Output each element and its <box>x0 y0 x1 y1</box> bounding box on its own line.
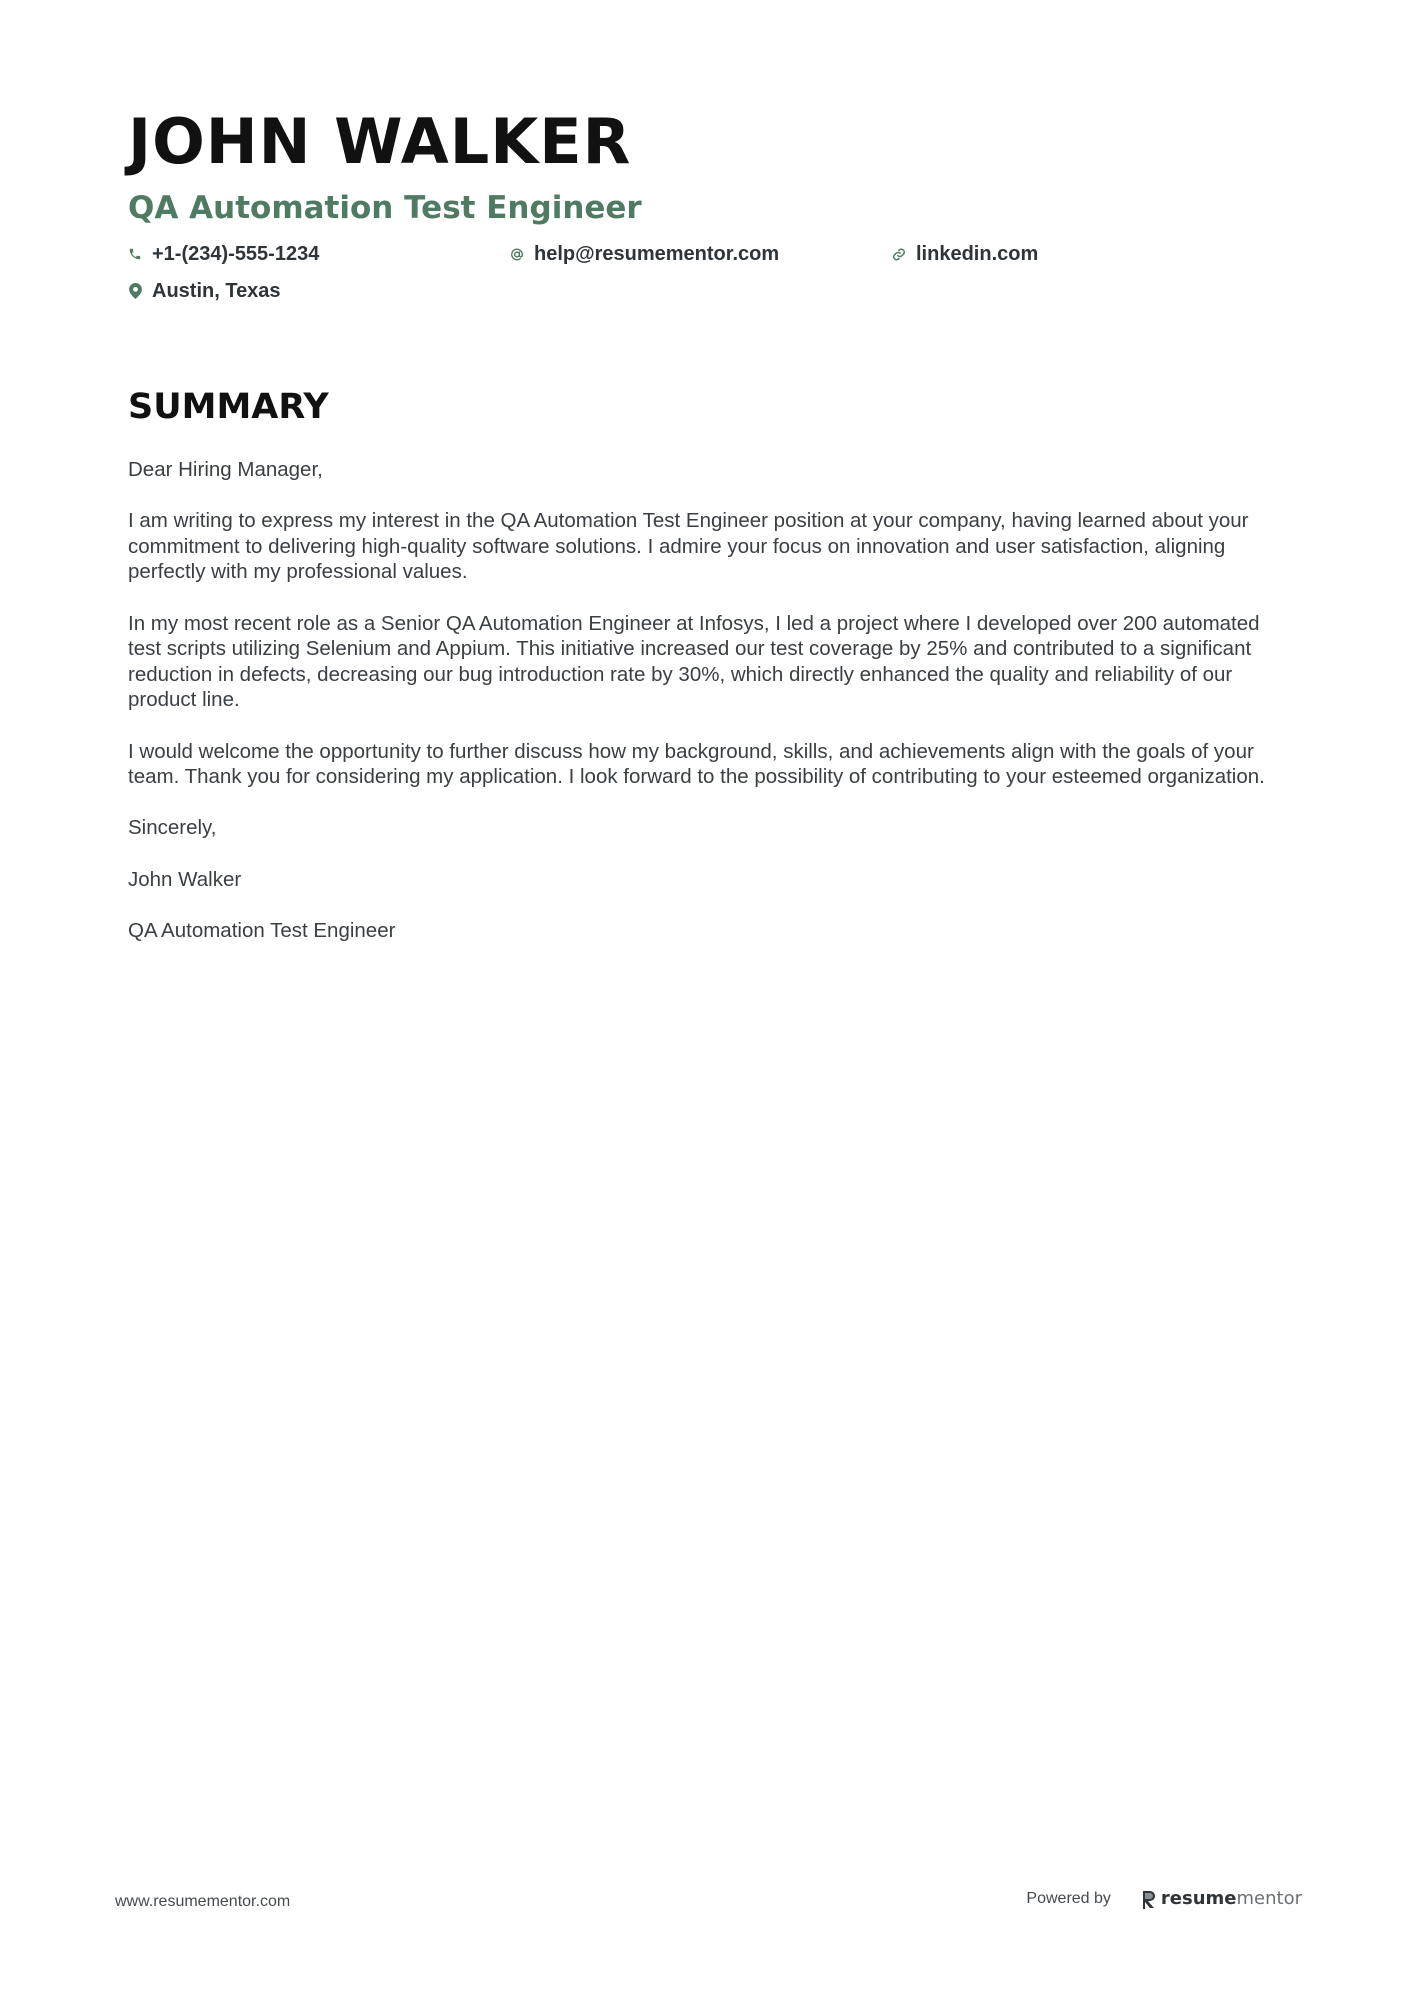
phone-text: +1-(234)-555-1234 <box>152 243 320 265</box>
summary-heading: SUMMARY <box>128 387 329 427</box>
paragraph: I am writing to express my interest in the QA Automation Test Engineer position at your company, having learned about your commitment to delivering high-quality software solutions. I admire your focus on innovation and user satisfaction, aligning perfectly with my professional values. <box>128 509 1249 584</box>
candidate-name: JOHN WALKER <box>128 105 632 178</box>
signature-name: John Walker <box>128 867 242 891</box>
footer-branding <box>1026 1888 1302 1909</box>
link-text: linkedin.com <box>916 243 1039 265</box>
paragraph: I would welcome the opportunity to further discuss how my background, skills, and achievements align with the goals of your team. Thank you for considering my application. I look forward to the possibility of contributing to your esteemed organization. <box>128 739 1265 789</box>
contact-link <box>892 244 1038 264</box>
brand-name-bold: resume <box>1160 1888 1237 1909</box>
map-pin-icon <box>128 283 142 299</box>
location-text: Austin, Texas <box>152 280 281 302</box>
paragraph: In my most recent role as a Senior QA Automation Engineer at Infosys, I led a project where I developed over 200 automated test scripts utilizing Selenium and Appium. This initiative increased our test coverage by 25% and contributed to a significant reduction in defects, decreasing our bug introduction rate by 30%, which directly enhanced the quality and reliability of our product line. <box>128 611 1260 712</box>
brand-mark-icon <box>1141 1889 1157 1909</box>
signature-title: QA Automation Test Engineer <box>128 918 396 942</box>
powered-by-label: Powered by <box>1026 1889 1111 1907</box>
contact-email <box>510 244 779 264</box>
job-title: QA Automation Test Engineer <box>128 190 642 226</box>
email-text: help@resumementor.com <box>534 243 780 265</box>
at-icon <box>510 246 524 262</box>
closing: Sincerely, <box>128 816 217 840</box>
link-icon <box>892 246 906 262</box>
greeting: Dear Hiring Manager, <box>128 458 323 481</box>
letter-body <box>128 457 1288 969</box>
phone-icon <box>128 246 142 262</box>
footer-website[interactable]: www.resumementor.com <box>115 1893 291 1910</box>
brand-name-light: mentor <box>1236 1888 1302 1909</box>
contact-location <box>128 281 281 301</box>
brand-logo[interactable] <box>1141 1888 1302 1909</box>
contact-phone <box>128 244 319 264</box>
